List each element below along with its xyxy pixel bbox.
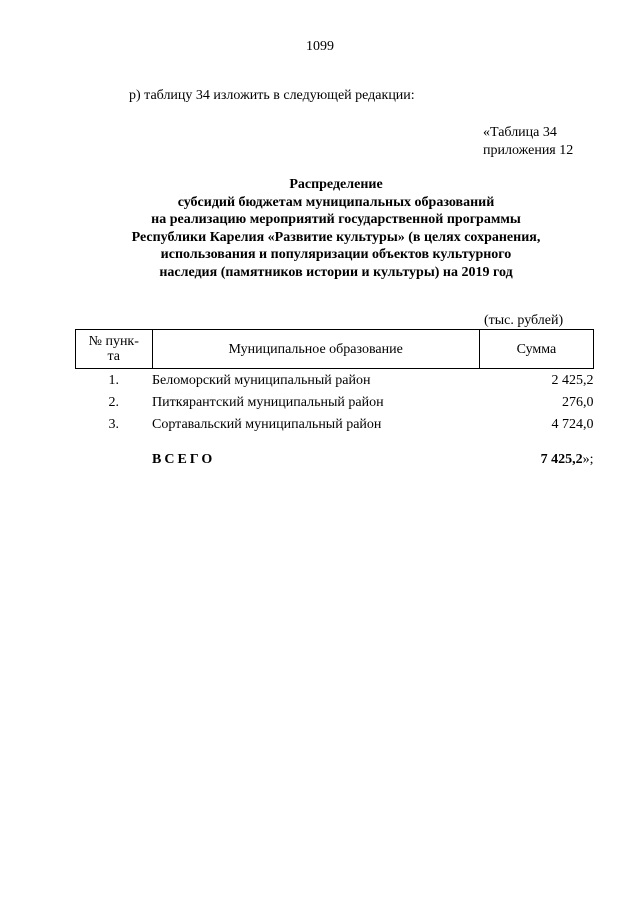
header-item-number [76,330,153,369]
title-line: использования и популяризации объектов культурного [160,247,512,263]
total-label-text: ВСЕГО [152,451,216,467]
units-label: (тыс. рублей) [484,313,564,328]
row-municipality: Питкярантский муниципальный район [152,394,384,410]
row-number: 2. [108,394,119,410]
row-number: 3. [108,416,119,432]
title-line: наследия (памятников истории и культуры) на 2019 год [159,264,513,280]
table-reference-line-1: «Таблица 34 [483,125,557,140]
table-reference [483,124,573,160]
closing-quote-suffix: »; [582,451,594,467]
header-sum: Сумма [479,330,593,369]
page-number: 1099 [306,39,334,54]
row-municipality: Сортавальский муниципальный район [152,416,382,432]
title-line: Республики Карелия «Развитие культуры» (в целях сохранения, [131,229,541,245]
total-label [152,449,479,469]
subsidy-table [75,329,594,469]
table-row [76,391,594,413]
table-total-row [76,449,594,469]
header-item-number-line-2: та [107,349,120,364]
row-municipality: Беломорский муниципальный район [152,372,371,388]
row-sum: 276,0 [562,394,594,410]
total-sum [479,449,593,469]
table-row [76,369,594,392]
intro-text: р) таблицу 34 изложить в следующей редакции: [129,88,415,103]
header-municipality: Муниципальное образование [152,330,479,369]
table-reference-line-2: приложения 12 [483,143,574,158]
title-line: на реализацию мероприятий государственной программы [151,212,521,228]
title-line: субсидий бюджетам муниципальных образований [177,194,495,210]
row-sum: 4 724,0 [551,416,594,432]
table-row [76,413,594,435]
table-spacer-row [76,435,594,449]
document-title [0,176,640,282]
header-item-number-line-1: № пунк- [88,334,139,349]
title-line: Распределение [289,177,383,192]
row-number: 1. [108,372,119,388]
table-header-row [76,330,594,369]
total-sum-value: 7 425,2 [540,451,583,467]
row-sum: 2 425,2 [551,372,594,388]
